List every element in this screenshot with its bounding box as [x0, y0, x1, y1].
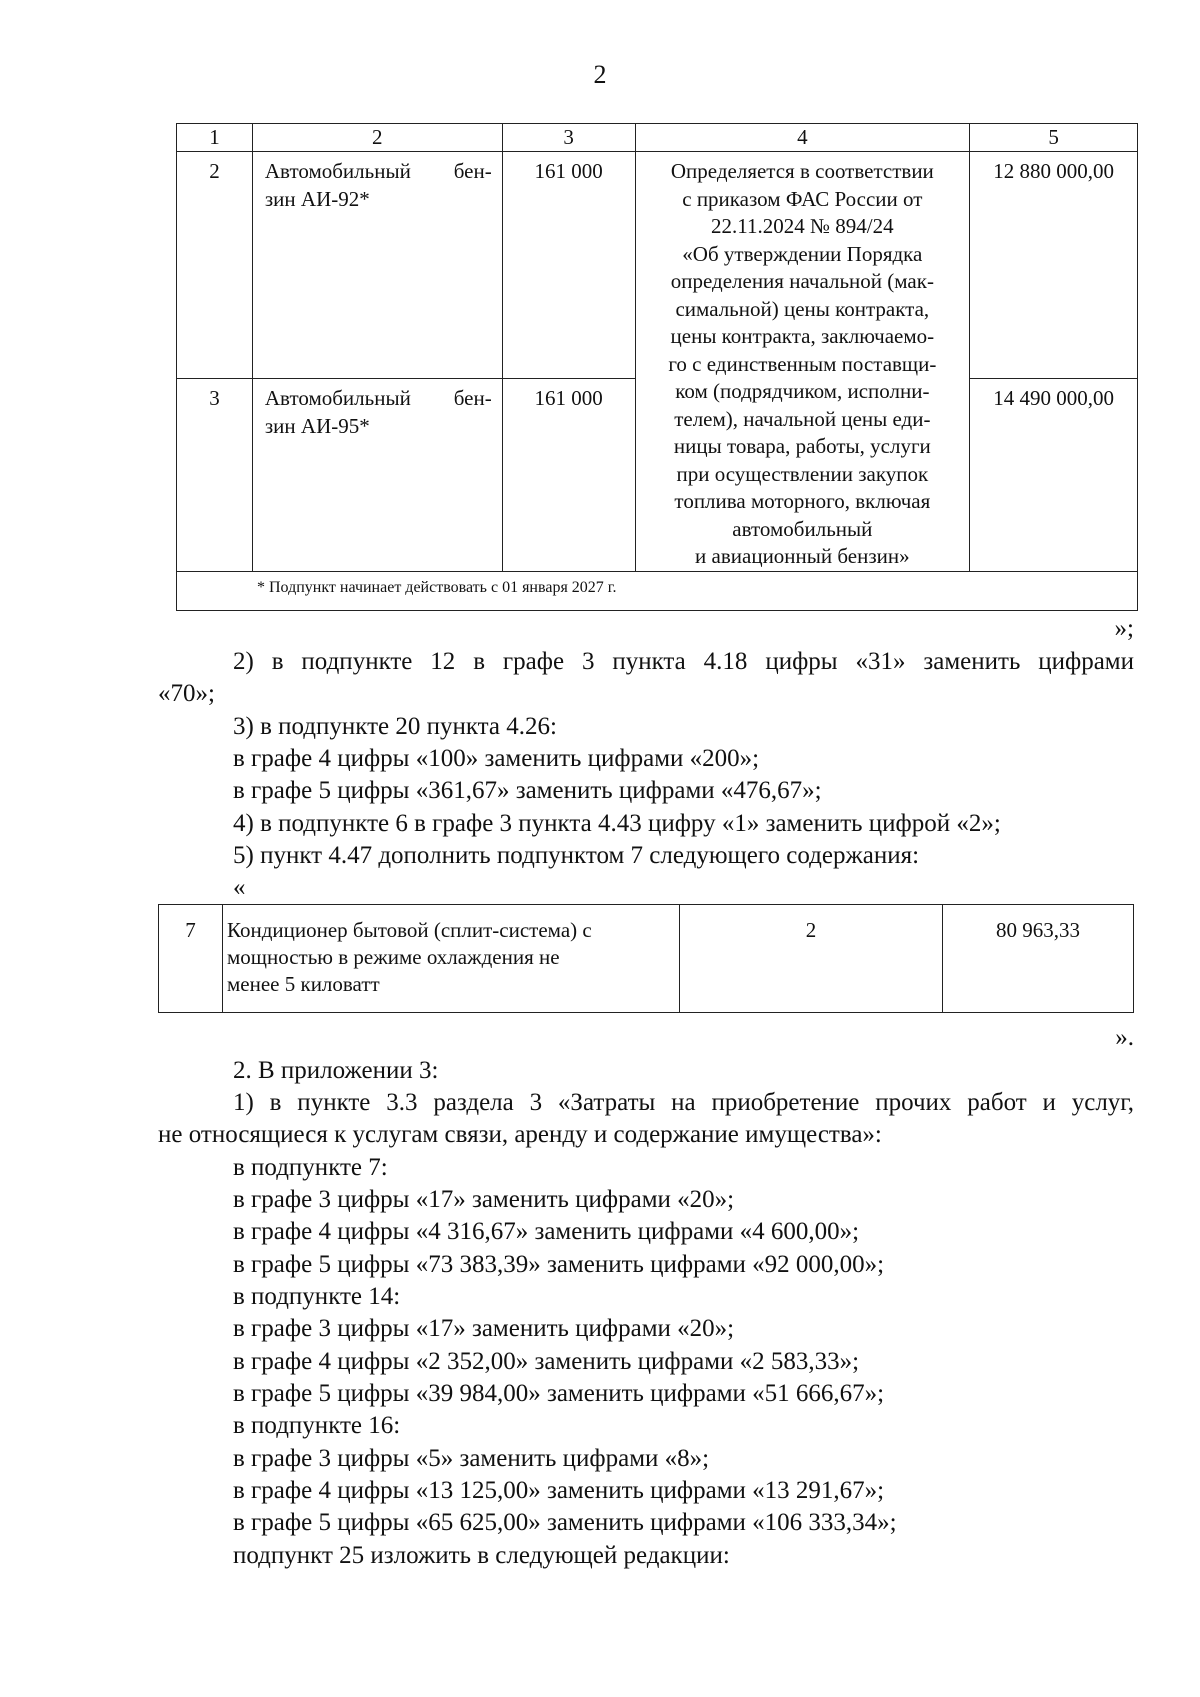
- item-name-line: зин АИ-95*: [264, 413, 370, 438]
- method-line: и авиационный бензин»: [695, 544, 910, 568]
- closing-quote: »;: [1114, 615, 1134, 642]
- method-line: го с единственным поставщи-: [668, 351, 937, 376]
- paragraph-item-5: 5) пункт 4.47 дополнить подпунктом 7 следующего содержания:: [233, 842, 920, 869]
- method-line: 22.11.2024 № 894/24: [711, 214, 894, 238]
- aircon-table: [158, 904, 1134, 1013]
- amendment-line: в графе 5 цифры «73 383,39» заменить цифрами «92 000,00»;: [233, 1251, 885, 1278]
- method-line: ком (подрядчиком, исполни-: [675, 379, 930, 403]
- method-line: с приказом ФАС России от: [682, 186, 923, 211]
- item-name-line: мощностью в режиме охлаждения не: [227, 945, 560, 969]
- footnote-row: [177, 571, 1138, 610]
- fuel-table: [176, 123, 1138, 611]
- header-col-5: 5: [970, 124, 1138, 152]
- amendment-line: в графе 5 цифры «39 984,00» заменить цифрами «51 666,67»;: [233, 1380, 885, 1407]
- method-line: топлива моторного, включая: [674, 489, 931, 513]
- method-line: «Об утверждении Порядка: [682, 241, 923, 266]
- paragraph-item-2: 2) в подпункте 12 в графе 3 пункта 4.18 цифры «31» заменить цифрами: [233, 648, 1134, 675]
- paragraph-item-3: 3) в подпункте 20 пункта 4.26:: [233, 713, 557, 740]
- item-name-line: менее 5 киловатт: [227, 972, 380, 996]
- row-number: 2: [177, 152, 253, 379]
- amendment-line: подпункт 25 изложить в следующей редакции:: [233, 1542, 730, 1569]
- amendment-line: в графе 4 цифры «13 125,00» заменить цифрами «13 291,67»;: [233, 1477, 885, 1504]
- item-name-line: Автомобильный бен-: [264, 159, 492, 183]
- amendment-line: в графе 3 цифры «17» заменить цифрами «20»;: [233, 1315, 735, 1342]
- table-row: [159, 905, 1134, 1013]
- paragraph-item-4: 4) в подпункте 6 в графе 3 пункта 4.43 цифру «1» заменить цифрой «2»;: [233, 810, 1001, 837]
- item-name: [223, 905, 680, 1013]
- item-price: 80 963,33: [943, 905, 1134, 1013]
- item-price: 12 880 000,00: [970, 152, 1138, 379]
- method-line: Определяется в соответствии: [670, 159, 934, 183]
- amendment-line: в графе 3 цифры «17» заменить цифрами «20»;: [233, 1186, 735, 1213]
- item-quantity: 161 000: [502, 152, 635, 379]
- row-number: 7: [159, 905, 223, 1013]
- method-line: определения начальной (мак-: [670, 269, 934, 293]
- method-line: телем), начальной цены еди-: [674, 406, 931, 431]
- method-line: цены контракта, заключаемо-: [670, 324, 935, 348]
- header-col-3: 3: [502, 124, 635, 152]
- header-col-4: 4: [635, 124, 970, 152]
- item-name: [252, 379, 502, 571]
- item-name-line: Автомобильный бен-: [264, 386, 492, 411]
- section-2-item-1: 1) в пункте 3.3 раздела 3 «Затраты на приобретение прочих работ и услуг,: [233, 1089, 1134, 1116]
- amendment-line: в подпункте 14:: [233, 1283, 401, 1310]
- item-name-line: Кондиционер бытовой (сплит-система) с: [227, 918, 592, 942]
- table-row: [177, 152, 1138, 379]
- fuel-table-header-row: [177, 124, 1138, 152]
- footnote: * Подпункт начинает действовать с 01 января 2027 г.: [177, 571, 1138, 610]
- amendment-line: в графе 4 цифры «2 352,00» заменить цифрами «2 583,33»;: [233, 1348, 860, 1375]
- paragraph-item-2-cont: «70»;: [158, 680, 215, 707]
- method-line: автомобильный: [732, 516, 873, 541]
- item-quantity: 161 000: [502, 379, 635, 571]
- header-col-2: 2: [252, 124, 502, 152]
- section-2-item-1-cont: не относящиеся к услугам связи, аренду и содержание имущества»:: [158, 1121, 882, 1148]
- amendment-line: в подпункте 16:: [233, 1412, 401, 1439]
- price-method-cell: [635, 152, 970, 572]
- method-line: при осуществлении закупок: [676, 461, 929, 486]
- opening-quote: «: [233, 874, 246, 901]
- amendment-line: в графе 5 цифры «65 625,00» заменить цифрами «106 333,34»;: [233, 1509, 897, 1536]
- header-col-1: 1: [177, 124, 253, 152]
- amendment-line: в подпункте 7:: [233, 1154, 388, 1181]
- page-number: 2: [593, 60, 607, 89]
- paragraph-item-3a: в графе 4 цифры «100» заменить цифрами «200»;: [233, 745, 760, 772]
- amendment-line: в графе 4 цифры «4 316,67» заменить цифрами «4 600,00»;: [233, 1218, 860, 1245]
- method-line: ницы товара, работы, услуги: [673, 434, 931, 458]
- paragraph-item-3b: в графе 5 цифры «361,67» заменить цифрами «476,67»;: [233, 777, 822, 804]
- item-name: [252, 152, 502, 379]
- item-quantity: 2: [680, 905, 943, 1013]
- method-line: симальной) цены контракта,: [675, 296, 930, 321]
- section-2-heading: 2. В приложении 3:: [233, 1057, 439, 1084]
- closing-quote: ».: [1115, 1024, 1134, 1051]
- item-name-line: зин АИ-92*: [264, 186, 370, 211]
- item-price: 14 490 000,00: [970, 379, 1138, 571]
- amendment-line: в графе 3 цифры «5» заменить цифрами «8»;: [233, 1445, 710, 1472]
- row-number: 3: [177, 379, 253, 571]
